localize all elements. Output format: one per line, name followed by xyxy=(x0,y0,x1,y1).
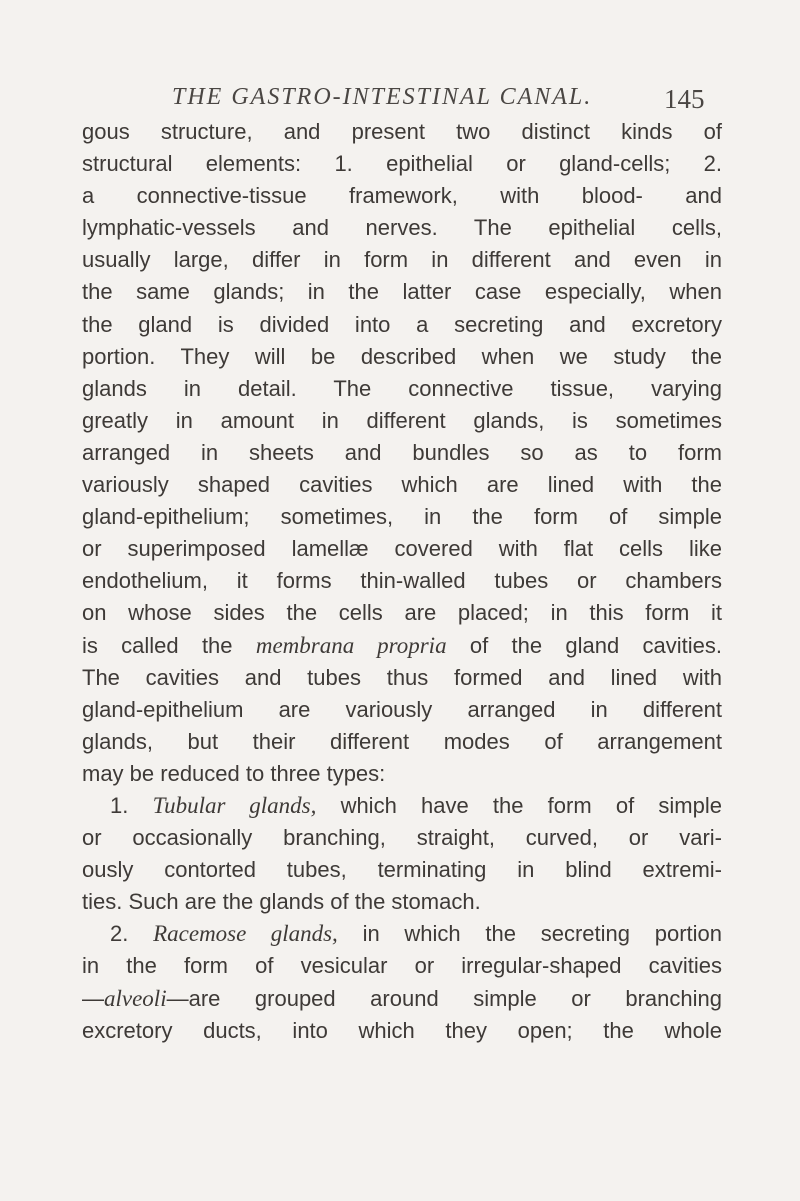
text-line: glands, but their different modes of arrangement xyxy=(82,728,722,754)
text-line-alveoli xyxy=(82,983,722,1015)
text-line: or superimposed lamellæ covered with flat cells like xyxy=(82,536,722,562)
text-line: greatly in amount in different glands, is sometimes xyxy=(82,407,722,433)
text-line-tubular xyxy=(82,790,722,822)
running-head: THE GASTRO-INTESTINAL CANAL. xyxy=(172,84,593,110)
list-number: 1. xyxy=(110,792,129,818)
text-line: ously contorted tubes, terminating in blind extremi- xyxy=(82,857,722,883)
text-line: gland-epithelium are variously arranged in different xyxy=(82,696,722,722)
text-line: lymphatic-vessels and nerves. The epithelial cells, xyxy=(82,215,722,241)
text-segment: which have the form of simple xyxy=(340,792,722,818)
text-line: the same glands; in the latter case especially, when xyxy=(82,279,722,305)
text-line: gous structure, and present two distinct kinds of xyxy=(82,119,722,144)
text-line: excretory ducts, into which they open; the whole xyxy=(82,1017,722,1043)
text-line: a connective-tissue framework, with blood- and xyxy=(82,183,722,209)
gland-type-term: Racemose glands, xyxy=(153,921,338,947)
text-segment: of the gland cavities. xyxy=(469,632,722,658)
gland-type-term: Tubular glands, xyxy=(152,792,317,818)
latin-term: membrana propria xyxy=(255,632,447,658)
text-line: glands in detail. The connective tissue, varying xyxy=(82,375,722,401)
text-line: arranged in sheets and bundles so as to form xyxy=(82,439,722,465)
text-line: portion. They will be described when we study the xyxy=(82,343,722,369)
latin-term: alveoli xyxy=(104,985,167,1011)
text-line: usually large, differ in form in different and even in xyxy=(82,247,722,273)
text-segment: — xyxy=(82,985,104,1011)
text-line-membrana xyxy=(82,630,722,662)
text-line: The cavities and tubes thus formed and lined with xyxy=(82,664,722,690)
page-number: 145 xyxy=(664,84,705,114)
text-line: structural elements: 1. epithelial or gland-cells; 2. xyxy=(82,151,722,177)
text-line: ties. Such are the glands of the stomach. xyxy=(82,889,481,915)
text-line: gland-epithelium; sometimes, in the form of simple xyxy=(82,504,722,530)
body-text xyxy=(82,116,722,1047)
text-line: or occasionally branching, straight, curved, or vari- xyxy=(82,825,722,851)
list-number: 2. xyxy=(110,921,129,947)
text-line: endothelium, it forms thin-walled tubes or chambers xyxy=(82,568,722,594)
text-line-racemose xyxy=(82,918,722,950)
text-line: on whose sides the cells are placed; in this form it xyxy=(82,600,722,626)
text-segment: —are grouped around simple or branching xyxy=(166,985,722,1011)
text-line: may be reduced to three types: xyxy=(82,760,386,786)
text-line: variously shaped cavities which are lined with the xyxy=(82,472,722,498)
text-line: in the form of vesicular or irregular-shaped cavities xyxy=(82,953,722,979)
text-line: the gland is divided into a secreting and excretory xyxy=(82,311,722,337)
text-segment: in which the secreting portion xyxy=(362,921,722,947)
text-segment: is called the xyxy=(82,632,233,658)
